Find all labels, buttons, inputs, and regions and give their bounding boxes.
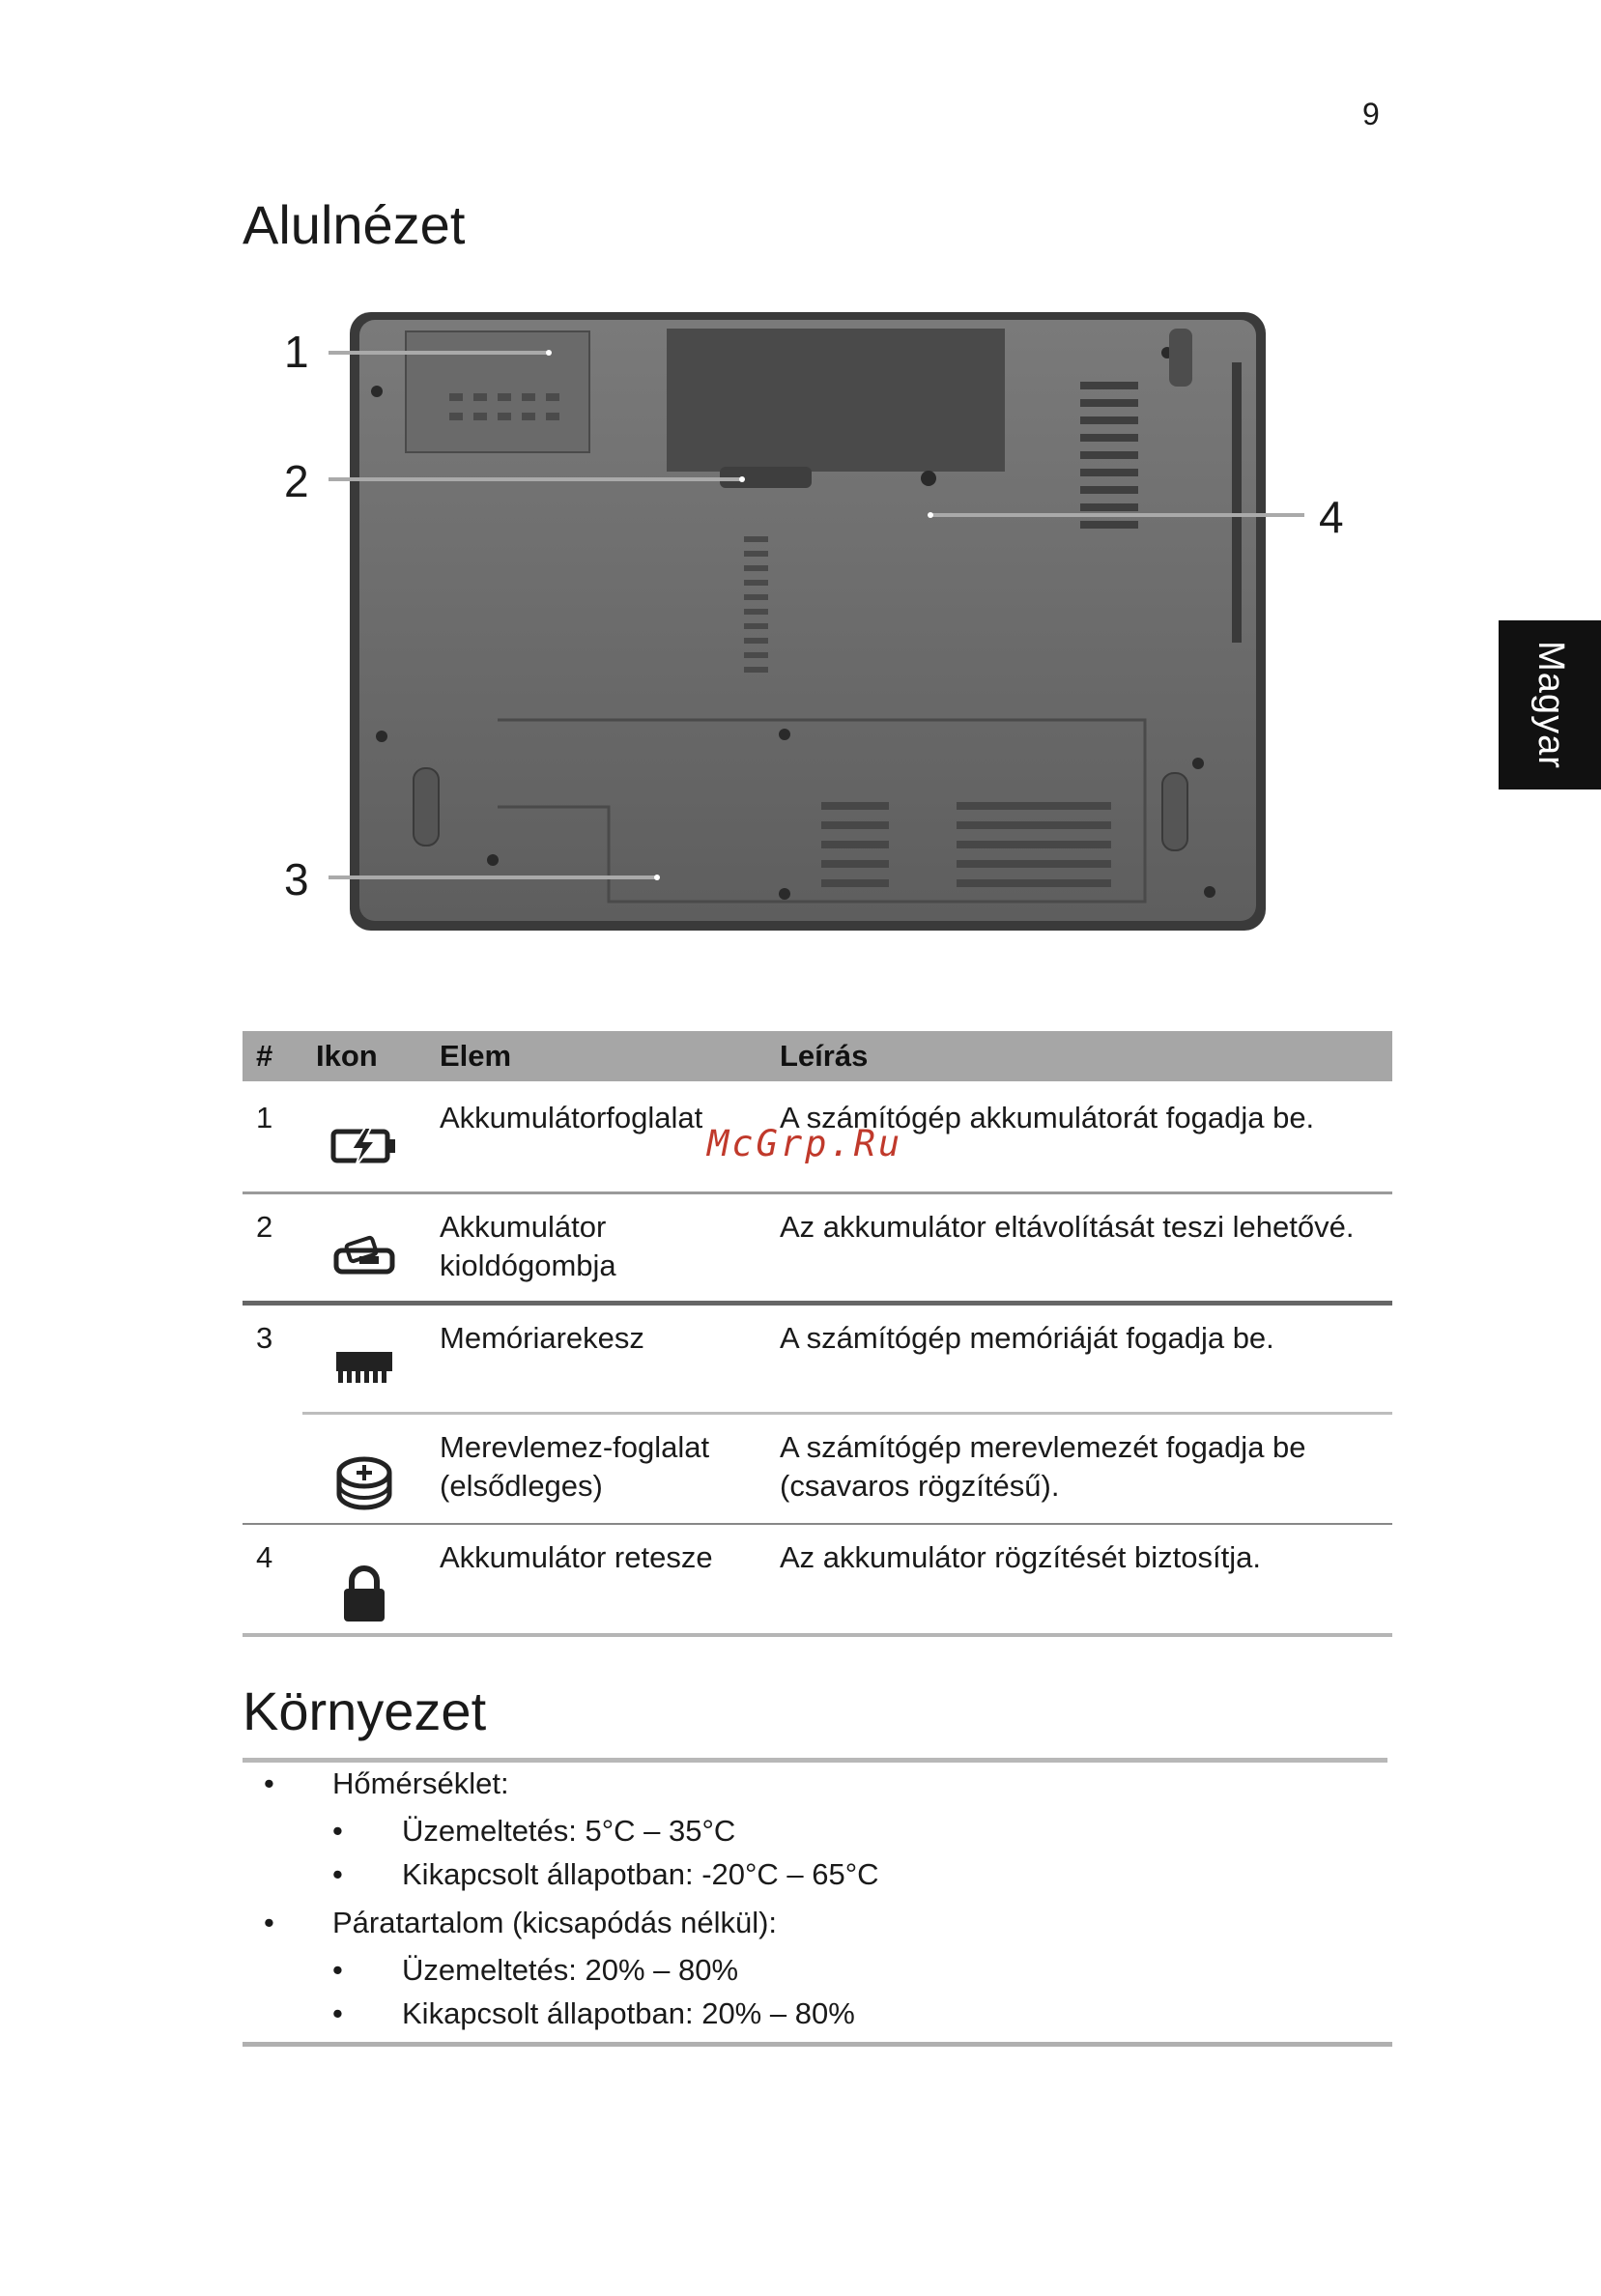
list-item <box>332 1992 879 2035</box>
humidity-off: Kikapcsolt állapotban: 20% – 80% <box>402 1996 855 2030</box>
bullet: • <box>264 1766 274 1800</box>
divider <box>243 2042 1392 2047</box>
section-title-environment: Környezet <box>243 1680 487 1741</box>
callout-3: 3 <box>284 854 309 904</box>
row-description: A számítógép akkumulátorát fogadja be. <box>766 1083 1392 1193</box>
temperature-off: Kikapcsolt állapotban: -20°C – 65°C <box>402 1857 879 1891</box>
list-item <box>243 1765 879 1896</box>
language-tab <box>1499 620 1601 789</box>
temperature-operating: Üzemeltetés: 5°C – 35°C <box>402 1814 736 1848</box>
table-header-row <box>243 1031 1392 1083</box>
row-item-line1: Akkumulátor <box>440 1210 607 1244</box>
row-num: 1 <box>243 1083 302 1193</box>
lock-icon <box>340 1565 388 1623</box>
row-num: 2 <box>243 1193 302 1304</box>
header-icon: Ikon <box>302 1031 426 1083</box>
row-description: Az akkumulátor rögzítését biztosítja. <box>766 1524 1392 1635</box>
language-tab-label: Magyar <box>1530 641 1571 769</box>
list-item <box>332 1948 879 1992</box>
bullet: • <box>332 1857 343 1891</box>
header-item: Elem <box>426 1031 766 1083</box>
row-item: Akkumulátorfoglalat <box>426 1083 766 1193</box>
bullet: • <box>332 1814 343 1848</box>
laptop-bottom-illustration <box>280 304 1362 942</box>
list-item <box>243 1904 879 2035</box>
humidity-operating: Üzemeltetés: 20% – 80% <box>402 1953 739 1987</box>
bullet: • <box>332 1953 343 1987</box>
table-row <box>243 1193 1392 1304</box>
hard-disk-icon <box>330 1455 398 1513</box>
laptop-bottom-figure <box>280 304 1362 942</box>
row-item-line2: (elsődleges) <box>440 1469 603 1503</box>
row-item-line2: kioldógombja <box>440 1248 616 1282</box>
environment-list <box>243 1765 879 2043</box>
callout-2: 2 <box>284 456 309 506</box>
battery-icon <box>330 1126 398 1166</box>
list-item <box>332 1852 879 1896</box>
list-item <box>332 1809 879 1852</box>
row-item-line1: Merevlemez-foglalat <box>440 1430 710 1464</box>
battery-release-icon <box>330 1235 398 1276</box>
humidity-label: Páratartalom (kicsapódás nélkül): <box>332 1906 778 1939</box>
divider <box>243 1758 1387 1763</box>
row-description: A számítógép memóriáját fogadja be. <box>766 1304 1392 1414</box>
header-num: # <box>243 1031 302 1083</box>
row-item: Akkumulátor retesze <box>426 1524 766 1635</box>
page-number: 9 <box>1362 97 1380 131</box>
table-row <box>243 1524 1392 1635</box>
section-title-bottom-view: Alulnézet <box>243 194 466 255</box>
table-row <box>243 1414 1392 1525</box>
bullet: • <box>332 1996 343 2030</box>
row-item: Memóriarekesz <box>426 1304 766 1414</box>
temperature-label: Hőmérséklet: <box>332 1766 509 1800</box>
table-row <box>243 1304 1392 1414</box>
watermark: McGrp.Ru <box>707 1123 903 1164</box>
row-description-line1: A számítógép merevlemezét fogadja be <box>780 1430 1306 1464</box>
bullet: • <box>264 1906 274 1939</box>
row-description-line2: (csavaros rögzítésű). <box>780 1469 1060 1503</box>
callout-1: 1 <box>284 327 309 377</box>
memory-icon <box>330 1346 398 1387</box>
header-description: Leírás <box>766 1031 1392 1083</box>
row-num: 3 <box>243 1304 302 1525</box>
row-description: Az akkumulátor eltávolítását teszi lehetővé. <box>766 1193 1392 1304</box>
row-num: 4 <box>243 1524 302 1635</box>
callout-4: 4 <box>1319 492 1344 542</box>
